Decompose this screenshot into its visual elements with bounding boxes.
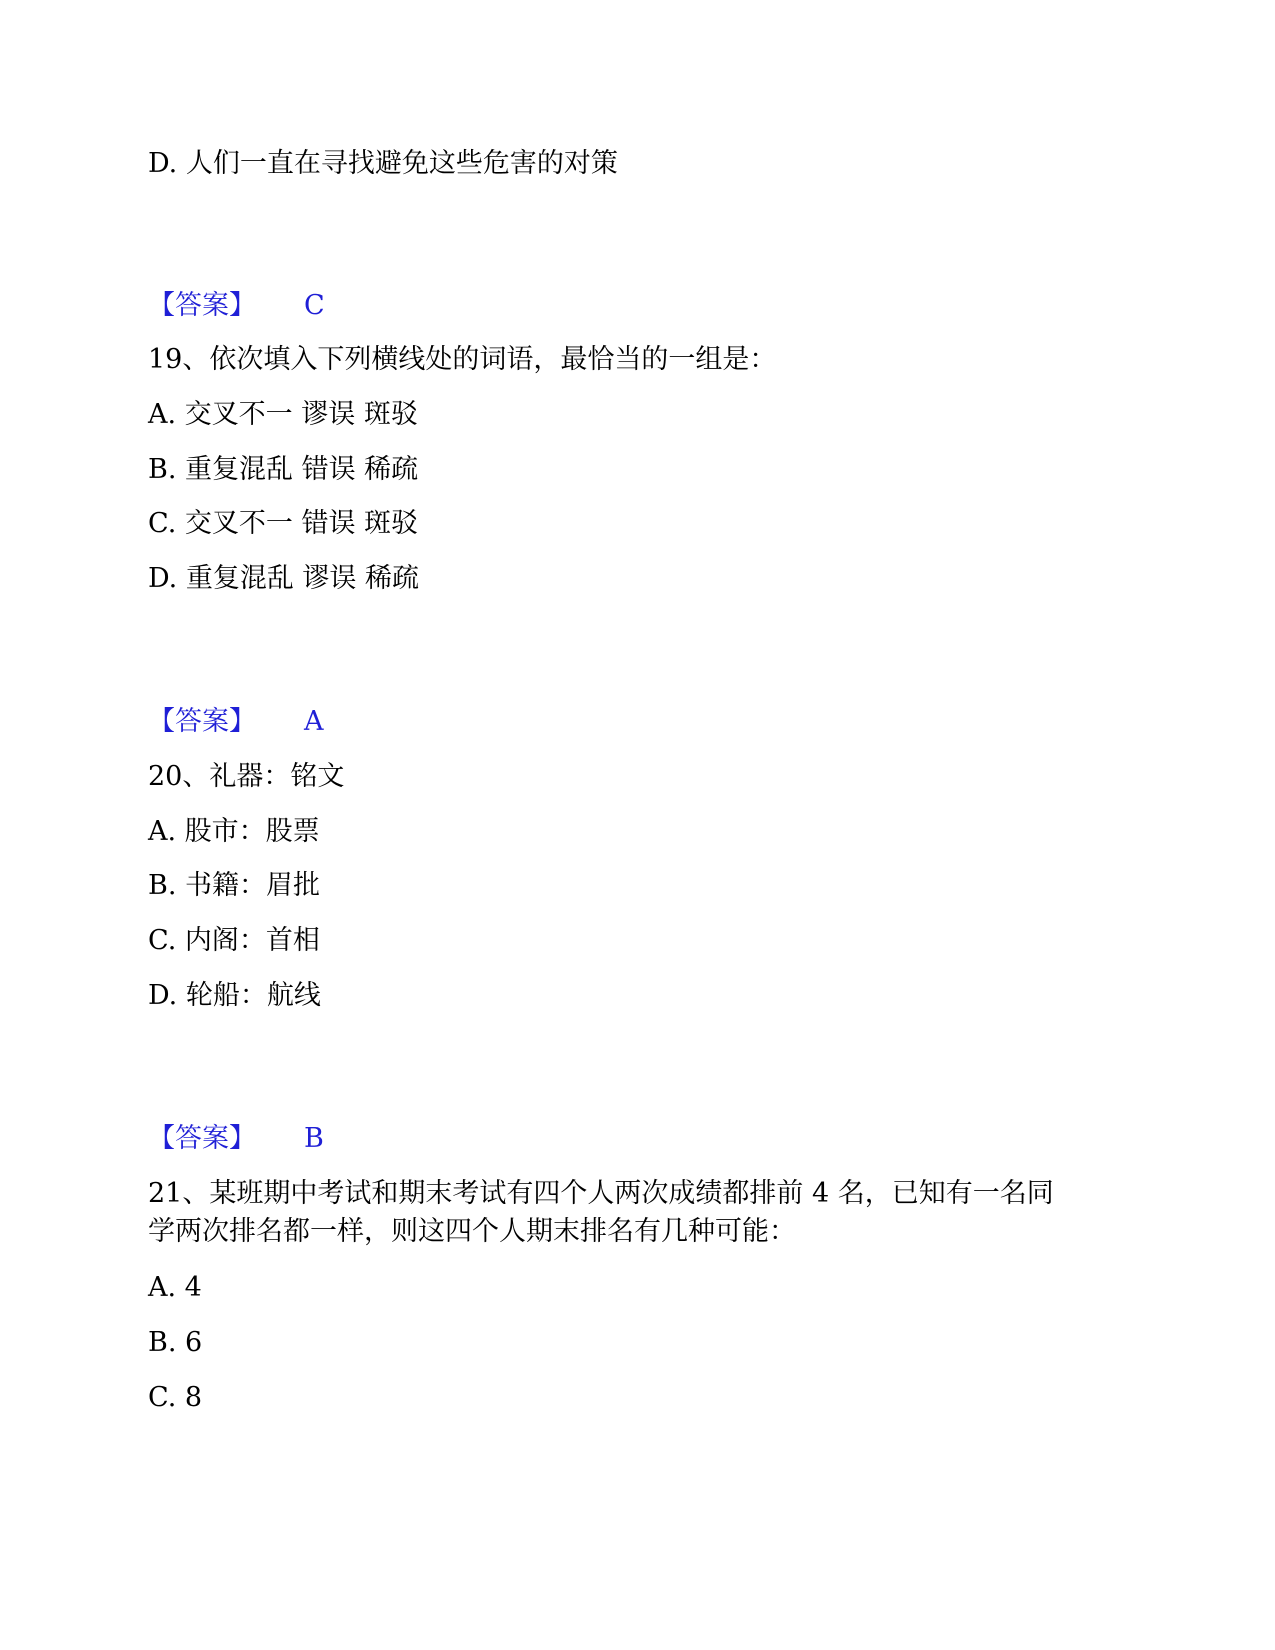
answer-value: B	[304, 1123, 324, 1154]
answer-line	[148, 288, 325, 324]
question-21-stem-line-2: 学两次排名都一样，则这四个人期末排名有几种可能：	[148, 1216, 796, 1247]
question-19-option-b: B. 重复混乱 错误 稀疏	[148, 454, 419, 485]
question-20-stem: 20、礼器：铭文	[148, 761, 345, 792]
question-19-option-c: C. 交叉不一 错误 斑驳	[148, 508, 419, 539]
answer-line	[148, 704, 324, 740]
question-20-option-b: B. 书籍：眉批	[148, 870, 321, 901]
answer-label: 【答案】	[148, 1123, 256, 1154]
option-d: D. 人们一直在寻找避免这些危害的对策	[148, 148, 618, 179]
answer-label: 【答案】	[148, 290, 256, 321]
answer-value: A	[304, 706, 324, 737]
question-21-stem-line-1: 21、某班期中考试和期末考试有四个人两次成绩都排前 4 名，已知有一名同	[148, 1178, 1054, 1209]
question-20-option-d: D. 轮船：航线	[148, 980, 321, 1011]
answer-value: C	[304, 290, 325, 321]
question-19-option-a: A. 交叉不一 谬误 斑驳	[148, 399, 418, 430]
question-20-option-a: A. 股市：股票	[148, 816, 320, 847]
question-19-stem: 19、依次填入下列横线处的词语，最恰当的一组是：	[148, 344, 777, 375]
answer-label: 【答案】	[148, 706, 256, 737]
question-19-option-d: D. 重复混乱 谬误 稀疏	[148, 563, 420, 594]
answer-line	[148, 1121, 324, 1157]
question-21-option-c: C. 8	[148, 1382, 203, 1413]
question-20-option-c: C. 内阁：首相	[148, 925, 320, 956]
question-21-option-a: A. 4	[148, 1272, 202, 1303]
question-21-option-b: B. 6	[148, 1327, 203, 1358]
